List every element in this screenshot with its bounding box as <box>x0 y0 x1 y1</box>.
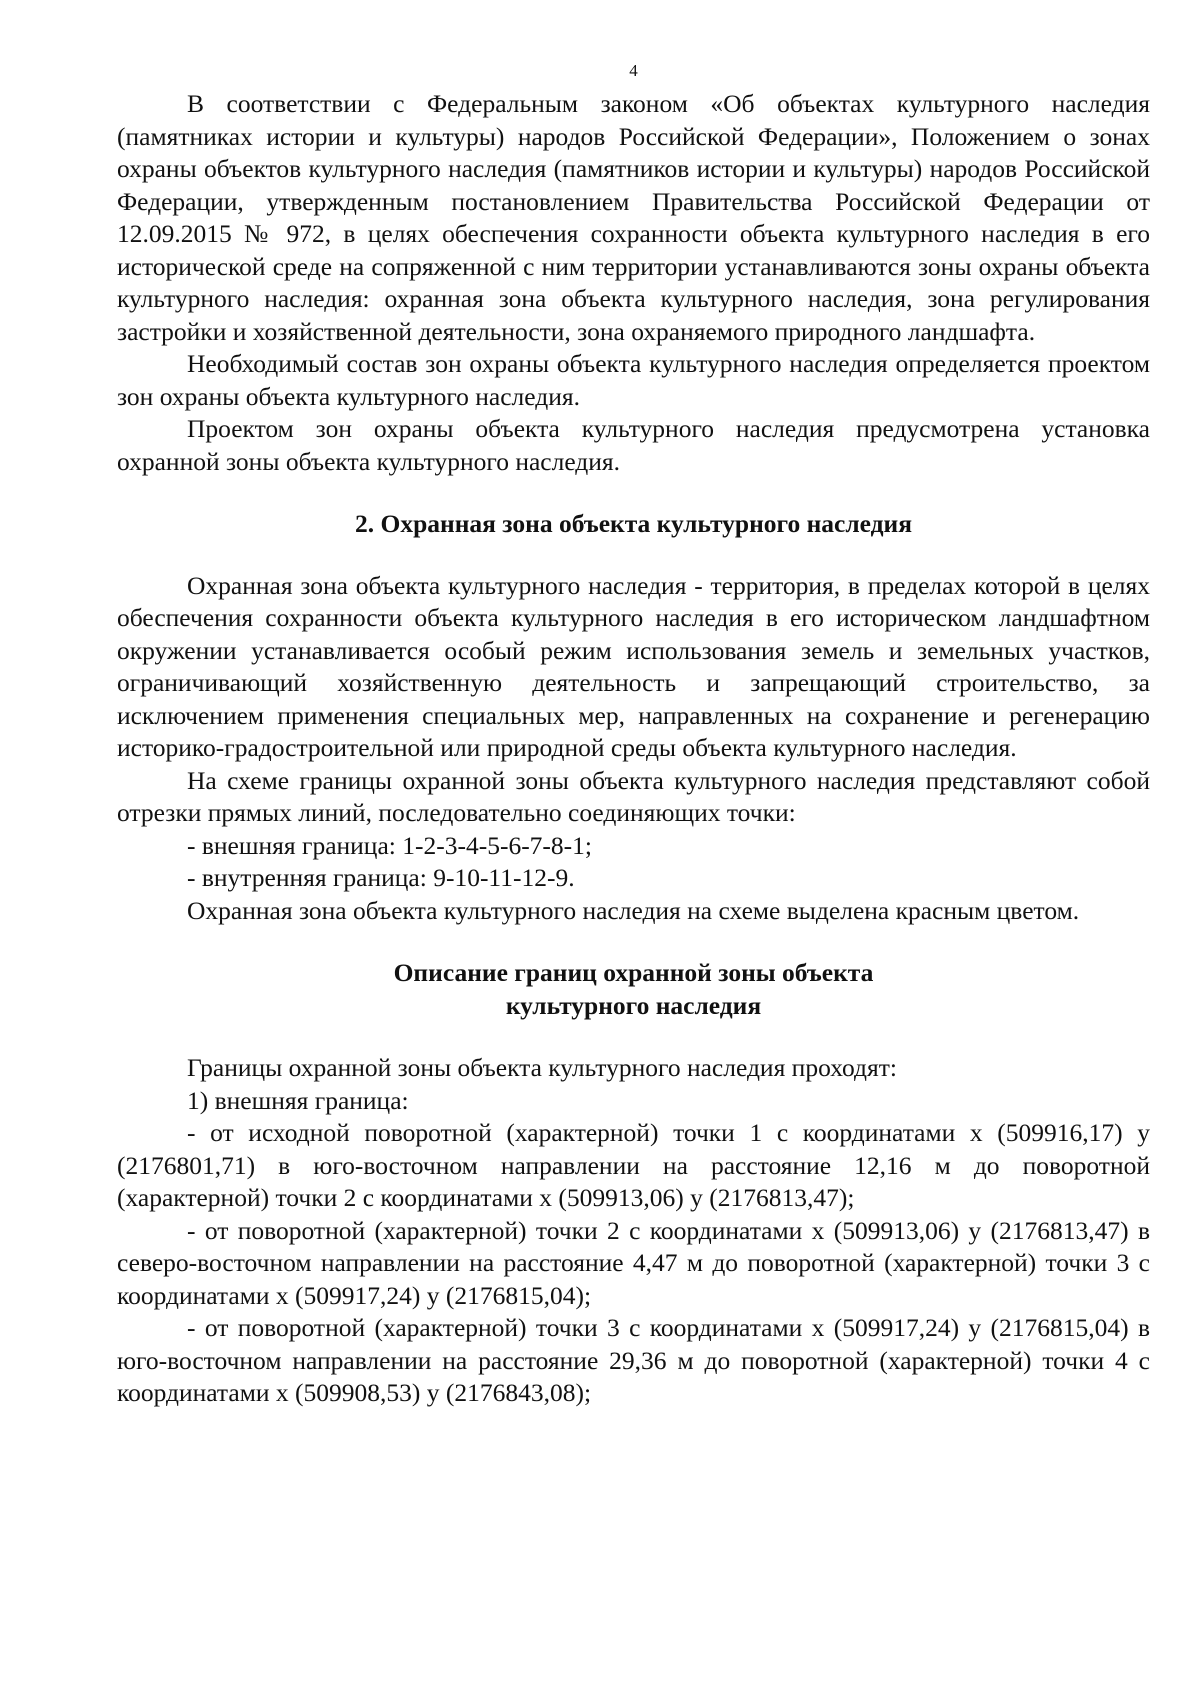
section-paragraph: Охранная зона объекта культурного наследия на схеме выделена красным цветом. <box>187 895 1080 925</box>
intro-block <box>117 88 1150 478</box>
section-paragraph: Охранная зона объекта культурного наследия - территория, в пределах которой в целях обеспечения сохранности объекта культурного наследия в его историческом ландшафтном окружении устанавливается особый режим использования земель и земельных участков, ограничивающий хозяйственную деятельность и запрещающий строительство, за исключением применения специальных мер, направленных на сохранение и регенерацию историко-градостроительной или природной среды объекта культурного наследия. <box>117 570 1150 762</box>
description-heading-line: Описание границ охранной зоны объекта <box>393 958 874 987</box>
section-body <box>117 570 1150 928</box>
description-body <box>117 1052 1150 1410</box>
description-paragraph: 1) внешняя граница: <box>187 1085 409 1115</box>
boundary-inner-line: - внутренняя граница: 9-10-11-12-9. <box>187 863 575 892</box>
intro-paragraph: Проектом зон охраны объекта культурного наследия предусмотрена установка охранной зоны объекта культурного наследия. <box>117 414 1150 476</box>
intro-paragraph: В соответствии с Федеральным законом «Об объектах культурного наследия (памятниках истории и культуры) народов Российской Федерации», Положением о зонах охраны объектов культурного наследия (памятников истории и культуры) народов Российской Федерации, утвержденным постановлением Правительства Российской Федерации от 12.09.2015 № 972, в целях обеспечения сохранности объекта культурного наследия в его исторической среде на сопряженной с ним территории устанавливаются зоны охраны объекта культурного наследия: охранная зона объекта культурного наследия, зона регулирования застройки и хозяйственной деятельности, зона охраняемого природного ландшафта. <box>117 89 1150 346</box>
description-paragraph: Границы охранной зоны объекта культурного наследия проходят: <box>187 1053 897 1082</box>
section-paragraph: На схеме границы охранной зоны объекта культурного наследия представляют собой отрезки прямых линий, последовательно соединяющих точки: <box>117 765 1150 827</box>
boundary-segment: - от поворотной (характерной) точки 2 с координатами х (509913,06) у (2176813,47) в северо-восточном направлении на расстояние 4,47 м до поворотной (характерной) точки 3 с координатами х (509917,24) у (2176815,04); <box>117 1215 1150 1310</box>
boundary-segment: - от исходной поворотной (характерной) точки 1 с координатами х (509916,17) у (2176801,71) в юго-восточном направлении на расстояние 12,16 м до поворотной (характерной) точки 2 с координатами х (509913,06) у (2176813,47); <box>117 1118 1150 1212</box>
boundary-segment: - от поворотной (характерной) точки 3 с координатами х (509917,24) у (2176815,04) в юго-восточном направлении на расстояние 29,36 м до поворотной (характерной) точки 4 с координатами х (509908,53) у (2176843,08); <box>117 1313 1150 1407</box>
page-number: 4 <box>629 61 638 80</box>
section-heading: 2. Охранная зона объекта культурного наследия <box>354 509 913 538</box>
description-heading-line: культурного наследия <box>505 990 762 1020</box>
boundary-outer-line: - внешняя граница: 1-2-3-4-5-6-7-8-1; <box>187 830 592 860</box>
intro-paragraph: Необходимый состав зон охраны объекта культурного наследия определяется проектом зон охраны объекта культурного наследия. <box>117 349 1150 411</box>
description-heading <box>117 957 1150 1022</box>
